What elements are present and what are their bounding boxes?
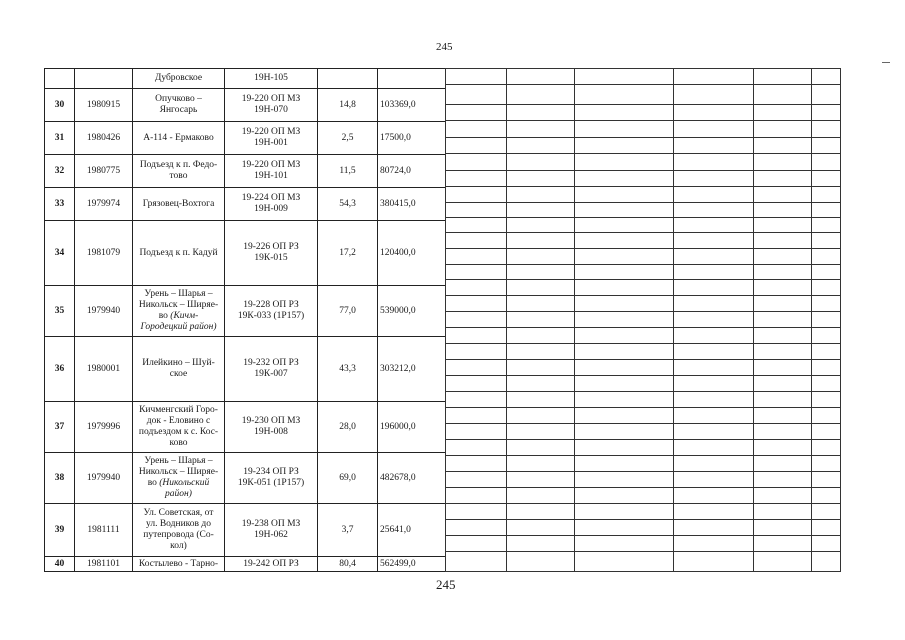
corner-mark [882,62,890,63]
grid-hline [445,137,840,138]
table-row [45,286,446,337]
grid-hline [445,264,840,265]
road-name-cell: Кичменгский Горо- док - Еловино с подъездом к с. Кос- ково [133,402,225,453]
cost-cell: 80724,0 [378,155,446,188]
grid-vline [506,68,507,572]
grid-hline [445,217,840,218]
road-code-cell: 19-228 ОП РЗ 19К-033 (1Р157) [225,286,318,337]
row-number-cell: 31 [45,122,75,155]
grid-hline [445,423,840,424]
road-name-cell: Урень – Шарья – Никольск – Ширяе- во (Никольский район) [133,453,225,504]
length-cell: 43,3 [318,337,378,402]
road-code-cell: 19-220 ОП МЗ 19Н-001 [225,122,318,155]
grid-hline [445,519,840,520]
grid-hline [445,84,840,85]
cost-cell [378,69,446,89]
empty-columns-grid [445,68,840,572]
length-cell: 28,0 [318,402,378,453]
grid-hline [445,391,840,392]
length-cell: 54,3 [318,188,378,221]
grid-vline [840,68,841,572]
cost-cell: 120400,0 [378,221,446,286]
road-name-cell: Опучково – Янгосарь [133,89,225,122]
length-cell: 14,8 [318,89,378,122]
road-name-cell: Подъезд к п. Кадуй [133,221,225,286]
cost-cell: 482678,0 [378,453,446,504]
cost-cell: 539000,0 [378,286,446,337]
road-id-cell: 1981079 [75,221,133,286]
grid-hline [445,503,840,504]
grid-hline [445,248,840,249]
grid-hline [445,202,840,203]
grid-hline [445,232,840,233]
grid-vline [811,68,812,572]
road-id-cell: 1981101 [75,557,133,572]
grid-hline [445,279,840,280]
length-cell: 3,7 [318,504,378,557]
row-number-cell: 33 [45,188,75,221]
road-code-cell: 19-242 ОП РЗ [225,557,318,572]
page-number-top: 245 [436,41,453,53]
table-row [45,155,446,188]
road-code-cell: 19-234 ОП РЗ 19К-051 (1Р157) [225,453,318,504]
road-id-cell: 1980775 [75,155,133,188]
row-number-cell: 32 [45,155,75,188]
road-id-cell: 1980001 [75,337,133,402]
road-name-cell: Подъезд к п. Федо- тово [133,155,225,188]
road-name-cell: Дубровское [133,69,225,89]
road-id-cell: 1979940 [75,286,133,337]
table-row [45,337,446,402]
road-id-cell: 1980426 [75,122,133,155]
length-cell: 80,4 [318,557,378,572]
road-code-cell: 19-220 ОП МЗ 19Н-101 [225,155,318,188]
road-code-cell: 19-232 ОП РЗ 19К-007 [225,337,318,402]
grid-hline [445,120,840,121]
row-number-cell: 39 [45,504,75,557]
road-table [44,68,446,572]
row-number-cell [45,69,75,89]
road-name-cell: Илейкино – Шуй- ское [133,337,225,402]
table-row [45,89,446,122]
table-row [45,69,446,89]
row-number-cell: 36 [45,337,75,402]
grid-hline [445,571,840,572]
page-number-bottom: 245 [436,577,456,592]
road-code-cell: 19-226 ОП РЗ 19К-015 [225,221,318,286]
road-id-cell: 1979940 [75,453,133,504]
road-id-cell: 1980915 [75,89,133,122]
grid-hline [445,186,840,187]
grid-hline [445,104,840,105]
cost-cell: 25641,0 [378,504,446,557]
length-cell: 77,0 [318,286,378,337]
length-cell: 17,2 [318,221,378,286]
road-name-cell: Грязовец-Вохтога [133,188,225,221]
district-note: (Кичм- [170,311,199,321]
grid-hline [445,487,840,488]
table-row [45,188,446,221]
table-row [45,122,446,155]
road-code-cell: 19-230 ОП МЗ 19Н-008 [225,402,318,453]
grid-hline [445,311,840,312]
road-code-cell: 19-220 ОП МЗ 19Н-070 [225,89,318,122]
district-note: район) [165,489,192,499]
road-name-cell: А-114 - Ермаково [133,122,225,155]
road-code-cell: 19-224 ОП МЗ 19Н-009 [225,188,318,221]
road-id-cell: 1979974 [75,188,133,221]
district-note: (Никольский [159,478,210,488]
grid-hline [445,170,840,171]
table-row [45,221,446,286]
grid-hline [445,327,840,328]
row-number-cell: 30 [45,89,75,122]
grid-hline [445,551,840,552]
grid-hline [445,535,840,536]
grid-hline [445,153,840,154]
cost-cell: 196000,0 [378,402,446,453]
road-id-cell: 1979996 [75,402,133,453]
grid-vline [574,68,575,572]
cost-cell: 103369,0 [378,89,446,122]
district-note: Городецкий район) [140,322,217,332]
road-id-cell: 1981111 [75,504,133,557]
row-number-cell: 37 [45,402,75,453]
length-cell: 11,5 [318,155,378,188]
road-code-cell: 19-238 ОП МЗ 19Н-062 [225,504,318,557]
length-cell: 2,5 [318,122,378,155]
road-name-cell: Ул. Советская, от ул. Водников до путепровода (Со- кол) [133,504,225,557]
grid-hline [445,375,840,376]
grid-hline [445,359,840,360]
road-name-cell: Урень – Шарья – Никольск – Ширяе- во (Кичм- Городецкий район) [133,286,225,337]
grid-hline [445,439,840,440]
grid-hline [445,407,840,408]
table-row [45,453,446,504]
grid-hline [445,471,840,472]
road-code-cell: 19Н-105 [225,69,318,89]
road-name-cell: Костылево - Тарно- [133,557,225,572]
grid-hline [445,295,840,296]
grid-vline [753,68,754,572]
grid-hline [445,343,840,344]
table-row [45,504,446,557]
length-cell: 69,0 [318,453,378,504]
grid-hline [445,68,840,69]
cost-cell: 562499,0 [378,557,446,572]
row-number-cell: 40 [45,557,75,572]
road-id-cell [75,69,133,89]
grid-vline [445,68,446,572]
cost-cell: 17500,0 [378,122,446,155]
row-number-cell: 34 [45,221,75,286]
grid-vline [673,68,674,572]
cost-cell: 380415,0 [378,188,446,221]
length-cell [318,69,378,89]
grid-hline [445,455,840,456]
row-number-cell: 38 [45,453,75,504]
row-number-cell: 35 [45,286,75,337]
table-row [45,557,446,572]
cost-cell: 303212,0 [378,337,446,402]
table-row [45,402,446,453]
